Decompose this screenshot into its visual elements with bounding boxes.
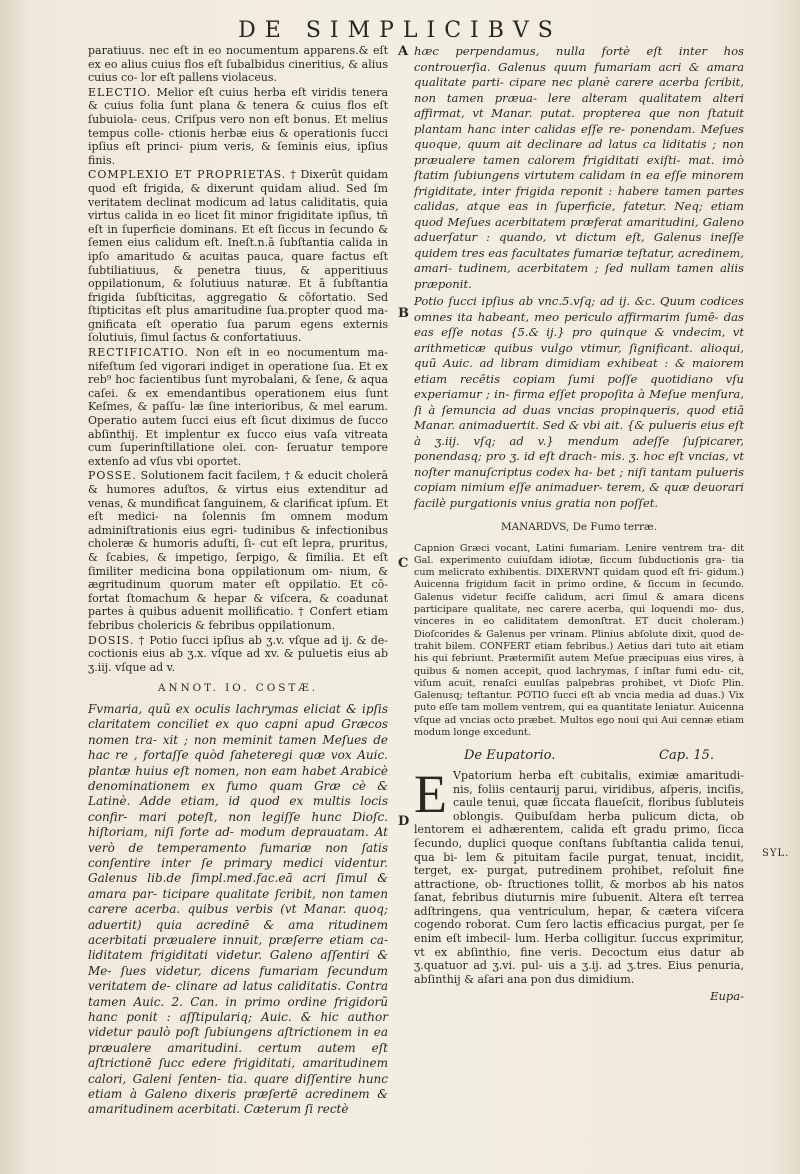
manardus-heading: MANARDVS, De Fumo terræ. [501, 521, 657, 533]
dosis-heading: DOSIS. [88, 633, 135, 647]
chapter-title: De Eupatorio. [464, 748, 556, 764]
dosis-section [88, 634, 388, 675]
rectificatio-section [88, 346, 388, 468]
margin-letter-a: A [398, 44, 409, 59]
posse-heading: POSSE. [88, 469, 137, 483]
chapter-text: Vpatorium herba eſt cubitalis, eximiæ amaritudi- nis, foliis centaurij parui, viridibus, aſperis, inciſis, caule tenui, quæ ſiccata flaueſcit, floribus ſubluteis oblongis. Quibuſdam herba pulicum dicta, ob lentorem ei adhærentem, calida eſt gradu primo, ſicca ſecundo, duplici quoque conſtans ſubſtantia calida tenui, qua bi- lem & pituitam facile purgat, tenuat, incidit, terget, ex- purgat, putredinem prohibet, reſoluit fine attractione, ob- ſtructiones tollit, & morbos ab his natos ſanat, febribus diuturnis mire ſubuenit. Altera eſt terrea adſtringens, qua ventriculum, hepar, & cætera viſcera cogendo roborat. Cum ſero lactis efficacius purgat, per ſe enim eſt imbecil- lum. Herba colligitur. ſuccus exprimitur, vt ex abſinthio, fine veris. Decoctum eius datur ab ʒ.quatuor ad ʒ.vi. pul- uis a ʒ.ij. ad ʒ.tres. Eius penuria, abſinthij & aſari ana pon dus dimidium. [414, 768, 744, 986]
dosis-text: † Potio ſucci ipſius ab ʒ.v. vſque ad ij. & de- coctionis eius ab ʒ.x. vſque ad xv. & puluetis eius ab ʒ.iij. vſque ad v. [88, 633, 388, 674]
annotation-heading: ANNOT. IO. COSTÆ. [157, 682, 319, 695]
chapter-body [414, 763, 744, 987]
rectificatio-heading: RECTIFICATIO. [88, 346, 189, 360]
side-note: SYL. [762, 848, 790, 859]
rectificatio-text: Non eſt in eo nocumentum ma- nifeſtum ſed vigorari indiget in operatione ſua. Et ex reb⁹ hoc facientibus ſunt myrobalani, & ſene, & aqua caſei. & ex emendantibus operationem eius ſunt Keſmes, & paſſu- læ ſine interioribus, & mel earum. Operatio autem ſucci eius eſt ſicut diximus de ſucco abſinthij. Et implentur ex ſucco eius vaſa vitreata cum ſuperinſtillatione olei. con- ſeruatur tempore extenſo ad vſus vbi oportet. [88, 346, 389, 468]
complexio-section [88, 168, 388, 345]
complexio-text: † Dixerūt quidam quod eſt frigida, & dixerunt quidam aliud. Sed ſm veritatem declinat modicum ad latus caliditatis, quia virtus calida in eo licet ſit minor frigiditate ipſius, tñ eſt in ſuperficie dominans. Et eſt ſiccus in ſecundo & ſemen eius calidum eſt. Ineſt.n.ā ſubſtantia calida in ipſo amaritudo & acuitas pauca, quare factus eſt ſubtiliatiuus, & penetra tiuus, & apperitiuus oppilationum, & ſolutiuus naturæ. Et ā ſubſtantia frigida ſubſticitas, aggregatio & cōfortatio. Sed ſtipticitas eſt plus amaritudine ſua.propter quod ma- gnificata eſt operatio ſua parum egens externis ſolutiuis, ſimul ſactus & confortatiuus. [88, 168, 388, 345]
catchword: Eupa- [710, 989, 744, 1004]
chapter-number: Cap. 15. [659, 748, 714, 764]
posse-section [88, 469, 388, 632]
margin-letter-b: B [398, 306, 409, 321]
posse-text: Solutionem facit facilem, † & educit cholerā & humores aduſtos, & virtus eius extenditur ad venas, & mundificat ſanguinem, & clarificat ipſum. Et eſt medici- na ſolennis ſm omnem modum adminiſtrationis eius egri- tudinibus & infectionibus choleræ & humoris aduſti, ſi- cut eſt lepra, pruritus, & ſcabies, & impetigo, ſerpigo, & ſimilia. Et eſt ſimiliter medicina bona oppilationum om- nium, & ægritudinum quorum mater eſt oppilatio. Et cō- fortat ſtomachum & hepar & viſcera, & coadunat partes à quibus aduenit mollificatio. † Confert etiam febribus cholericis & febribus oppilationum. [88, 469, 388, 632]
electio-text: Melior eſt cuius herba eſt viridis tenera & cuius folia ſunt plana & tenera & cuius flos eſt ſubuiola- ceus. Criſpus vero non eſt bonus. Et melius tempus colle- ctionis herbæ eius & operationis ſucci ipſius eſt princi- pium veris, & ſeminis eius, ipſius finis. [88, 85, 388, 167]
drop-capital: E [414, 763, 447, 824]
running-header: DE SIMPLICIBVS [238, 18, 562, 43]
electio-heading: ELECTIO. [88, 85, 152, 99]
right-column [414, 44, 744, 1004]
chapter-heading [464, 749, 714, 763]
right-paragraph-1: hæc perpendamus, nulla fortè eſt inter hos controuerſia. Galenus quum fumariam acri & amara qualitate parti- cipare nec planè carere acerba ſcribit, non tamen præua- lere alteram qualitatem alteri affirmat, vt Manar. putat. propterea que non ſtatuit plantam hanc inter calidas eſſe re- ponendam. Meſues quoque, quum ait declinare ad latus ca liditatis ; non præualere tamen calorem frigiditati exiſti- mat. imò ſtatim ſubiungens virtutem calidam in ea eſſe minorem frigiditate, inter frigida reponit : habere tamen partes calidas, atque eas in ſuperficie, fatetur. Neq; etiam quod Meſues acerbitatem præferat amaritudini, Galeno aduerſatur : quando, vt dictum eſt, Galenus ineſſe quidem tres eas facultates fumariæ teſtatur, acredinem, amari- tudinem, acerbitatem ; ſed nullam tamen aliis præponit. [414, 44, 744, 291]
complexio-heading: COMPLEXIO ET PROPRIETAS. [88, 168, 287, 182]
manardus-text: Capnion Græci vocant, Latini fumariam. Lenire ventrem tra- dit Gal. experimento cuiuſdam idiotæ, ſiccum ſubductionis gra- tia cum melicrato exhibentis. DIXERVNT quidam quod eſt fri- gidum.) Auicenna frigidum facit in primo ordine, & ſiccum in ſecundo. Galenus videtur feciſſe calidum, acri ſimul & amara dicens participare qualitate, nec carere acerba, qui loquendi mo- dus, vinceres in eo caliditatem demonſtrat. ET ducit choleram.) Dioſcorides & Galenus per vrinam. Plinius abſolute dixit, quod de- trahit bilem. CONFERT etiam febribus.) Aetius dari tuto ait etiam his qui febriunt. Prætermiſit autem Meſue præcipuas eius vires, à quibus & nomen accepit, quod lachrymas, ſ inſtar fumi edu- cit, viſum acuit, renaſci euulſas palpebras prohibet, vt Dioſc Plin. Galenusq; teſtantur. POTIO ſucci eſt ab vncia media ad duas.) Vix puto eſſe tam mollem ventrem, qui ea quantitate leniatur. Auicenna vſque ad vncias octo præbet. Multos ego noui qui Aui cennæ etiam modum longe excedunt. [414, 542, 744, 739]
margin-letter-c: C [398, 556, 409, 571]
left-column [88, 44, 388, 1119]
left-paragraph-1: paratiuus. nec eſt in eo nocumentum apparens.& eſt ex eo alius cuius flos eſt ſubalbidus cineritius, & alius cuius co- lor eſt pallens violaceus. [88, 44, 388, 85]
right-paragraph-2: Potio ſucci ipſius ab vnc.5.vſq; ad ij. &c. Quum codices omnes ita habeant, meo periculo affirmarim ſumē- das eas eſſe notas {5.& ij.} pro quinque & vndecim, vt arithmeticæ quibus vulgo vtimur, ſignificant. alioqui, quũ Auic. ad libram dimidiam exhibeat : & maiorem etiam recētis copiam ſumi poſſe quotidiano vſu experiamur ; in- firma eſſet propoſita à Meſue menſura, ſi à ſemuncia ad duas vncias propinqueris, quod etiā Manar. animaduertit. Sed & vbi ait. {& pulueris eius eſt à ʒ.iij. vſq; ad v.} mendum adeſſe ſuſpicarer, ponendasq; pro ʒ. id eſt drach- mis. ʒ. hoc eſt vncias, vt noſter manuſcriptus codex ha- bet ; niſi tantam pulueris copiam nimium eſſe animaduer- terem, & quæ deuorari facilè purgationis vnius gratia non poſſet. [414, 294, 744, 510]
electio-section [88, 86, 388, 168]
margin-letter-d: D [398, 814, 410, 829]
annotation-text: Fvmaria, quũ ex oculis lachrymas eliciat & ipſis claritatem conciliet ex quo capni apud Græcos nomen tra- xit ; non meminit tamen Meſues de hac re , fortaſſe quòd ſaheteregi quæ vox Auic. plantæ huius eſt nomen, non eam habet Arabicè denominationem ex fumo quam Græ cè & Latinè. Adde etiam, id quod ex multis locis confir- mari poteſt, non legiſſe hunc Dioſc. hiſtoriam, niſi forte ad- modum deprauatam. At verò de temperamento fumariæ non ſatis conſentire inter ſe primary medici videntur. Galenus lib.de ſimpl.med.fac.eā acri ſimul & amara par- ticipare qualitate ſcribit, non tamen carere acerba. quibus verbis (vt Manar. quoq; aduertit) quia acredinē & ama ritudinem acerbitati præualere innuit, præſerre etiam ca- liditatem frigiditati videtur. Galeno aſſentiri & Me- ſues videtur, dicens fumariam ſecundum veritatem de- clinare ad latus caliditatis. Contra tamen Auic. 2. Can. in primo ordine frigidorũ hanc ponit : aſſtipulariq; Auic. & hic author videtur paulò poſt ſubiungens aſtrictionem in ea præualere amaritudini. certum autem eſt aſtrictionē ſucc edere frigiditati, amaritudinem calori, Galeni ſenten- tia. quare diſſentire hunc etiam à Galeno dixeris præſertē acredinem & amaritudinem acerbitati. Cæterum ſi rectè [88, 701, 388, 1117]
